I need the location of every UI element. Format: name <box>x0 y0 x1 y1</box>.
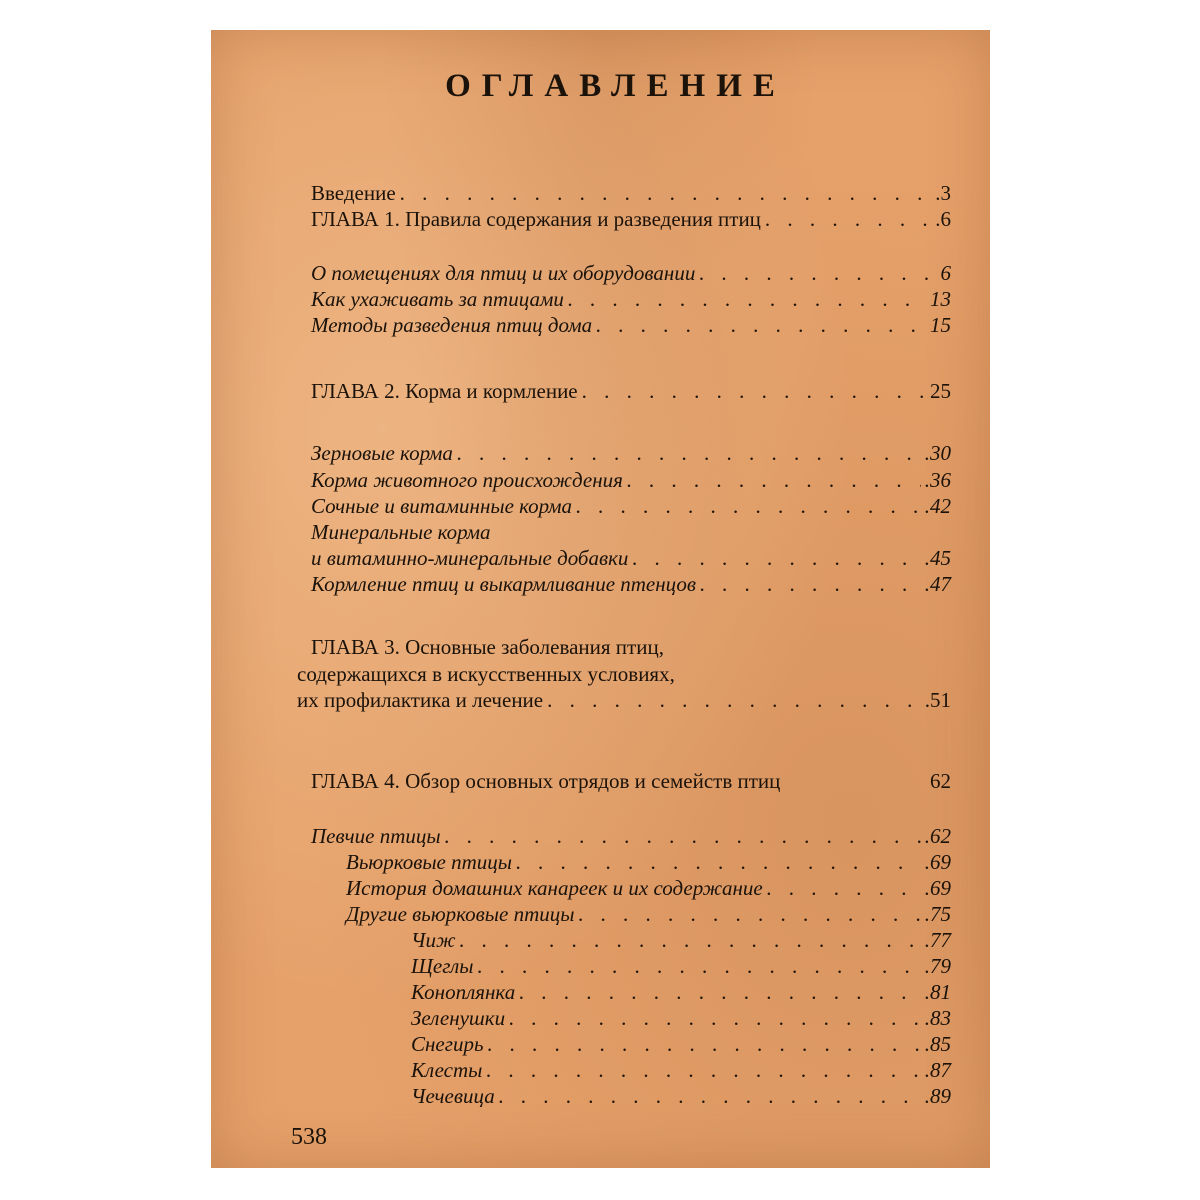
toc-entry-page: .89 <box>924 1084 951 1108</box>
leader-dots <box>582 378 926 404</box>
toc-entry <box>311 312 951 338</box>
leader-dots <box>547 687 921 713</box>
toc-entry <box>411 1057 951 1083</box>
toc-entry-page: .77 <box>924 928 951 952</box>
leader-dots <box>486 1057 920 1083</box>
leader-dots <box>767 875 921 901</box>
toc-entry <box>411 979 951 1005</box>
toc-entry-line: Минеральные корма <box>311 520 491 544</box>
leader-dots <box>499 1083 921 1109</box>
toc-entry-label: ГЛАВА 2. Корма и кормление <box>311 379 578 403</box>
toc-entry <box>311 493 951 519</box>
toc-entry-page: .87 <box>924 1058 951 1082</box>
toc-entry-label: Корма животного происхождения <box>311 468 623 492</box>
leader-dots <box>519 979 921 1005</box>
toc-entry-label: Сочные и витаминные корма <box>311 494 573 518</box>
leader-dots <box>568 286 926 312</box>
toc-entry <box>311 768 951 794</box>
toc-entry-label: Как ухаживать за птицами <box>311 287 564 311</box>
toc-entry-label: Зеленушки <box>411 1006 506 1030</box>
toc-entry <box>411 1005 951 1031</box>
leader-dots <box>400 180 932 206</box>
leader-dots <box>445 823 921 849</box>
toc-entry-label: История домашних канареек и их содержание <box>346 876 763 900</box>
leader-dots <box>765 206 931 232</box>
toc-entry-label: Методы разведения птиц дома <box>311 313 593 337</box>
toc-entry <box>311 545 951 571</box>
toc-entry-page: 6 <box>940 261 951 285</box>
toc-entry <box>311 260 951 286</box>
leader-dots <box>699 260 936 286</box>
toc-entry-page: .6 <box>935 207 951 231</box>
toc-entry-label: Чиж <box>411 928 456 952</box>
toc-entry <box>311 467 951 493</box>
leader-dots <box>509 1005 921 1031</box>
toc-entry <box>346 849 951 875</box>
toc-entry <box>411 927 951 953</box>
toc-entry-page: .51 <box>924 688 951 712</box>
toc-entry <box>297 687 951 713</box>
toc-entry <box>411 953 951 979</box>
leader-dots <box>457 440 921 466</box>
leader-dots <box>576 493 921 519</box>
leader-dots <box>516 849 921 875</box>
toc-entry-label: Вьюрковые птицы <box>346 850 513 874</box>
toc-entry <box>311 286 951 312</box>
toc-entry-page: .30 <box>924 441 951 465</box>
toc-entry-label: Снегирь <box>411 1032 484 1056</box>
toc-entry <box>311 440 951 466</box>
toc-entry <box>311 378 951 404</box>
toc-entry-page: .85 <box>924 1032 951 1056</box>
toc-entry-page: .62 <box>924 824 951 848</box>
toc-entry-page: .79 <box>924 954 951 978</box>
toc-entry-page: .75 <box>924 902 951 926</box>
toc-entry-page: 13 <box>930 287 951 311</box>
toc-entry-label: Введение <box>311 181 396 205</box>
toc-entry-page: 62 <box>930 769 951 793</box>
toc-entry-page: .47 <box>924 572 951 596</box>
book-page <box>211 30 990 1168</box>
leader-dots <box>488 1031 921 1057</box>
toc-entry-label: Певчие птицы <box>311 824 441 848</box>
toc-entry-label: О помещениях для птиц и их оборудовании <box>311 261 696 285</box>
toc-entry-label: Коноплянка <box>411 980 516 1004</box>
toc-entry-page: 15 <box>930 313 951 337</box>
table-of-contents <box>211 30 990 1168</box>
leader-dots <box>478 953 921 979</box>
leader-dots <box>596 312 926 338</box>
toc-entry-label: ГЛАВА 1. Правила содержания и разведения птиц <box>311 207 761 231</box>
toc-entry-label: Кормление птиц и выкармливание птенцов <box>311 572 697 596</box>
toc-entry-label: и витаминно-минеральные добавки <box>311 546 629 570</box>
toc-entry <box>311 206 951 232</box>
toc-entry <box>346 901 951 927</box>
toc-entry-page: .45 <box>924 546 951 570</box>
leader-dots <box>460 927 921 953</box>
toc-entry <box>311 571 951 597</box>
toc-entry <box>311 180 951 206</box>
toc-entry-label: их профилактика и лечение <box>297 688 544 712</box>
toc-entry-page: .3 <box>935 181 951 205</box>
leader-dots <box>627 467 921 493</box>
toc-entry <box>311 823 951 849</box>
page-title: ОГЛАВЛЕНИЕ <box>445 68 786 104</box>
toc-entry-page: .81 <box>924 980 951 1004</box>
toc-entry-page: .69 <box>924 850 951 874</box>
leader-dots <box>700 571 921 597</box>
toc-entry-page: 25 <box>930 379 951 403</box>
toc-entry-label: Другие вьюрковые птицы <box>346 902 575 926</box>
page-number: 538 <box>291 1124 327 1150</box>
toc-entry-line: содержащихся в искусственных условиях, <box>297 662 675 686</box>
leader-dots <box>578 901 920 927</box>
toc-entry-label: ГЛАВА 4. Обзор основных отрядов и семейств птиц <box>311 769 781 793</box>
toc-entry-page: .69 <box>924 876 951 900</box>
toc-entry-label: Зерновые корма <box>311 441 453 465</box>
toc-entry-label: Чечевица <box>411 1084 495 1108</box>
toc-entry-label: Клесты <box>411 1058 483 1082</box>
toc-entry-line: ГЛАВА 3. Основные заболевания птиц, <box>311 635 664 659</box>
toc-entry <box>411 1031 951 1057</box>
leader-dots <box>632 545 920 571</box>
toc-entry-page: .42 <box>924 494 951 518</box>
toc-entry <box>411 1083 951 1109</box>
toc-entry <box>346 875 951 901</box>
toc-entry-label: Щеглы <box>411 954 474 978</box>
toc-entry-page: .83 <box>924 1006 951 1030</box>
toc-entry-page: .36 <box>924 468 951 492</box>
